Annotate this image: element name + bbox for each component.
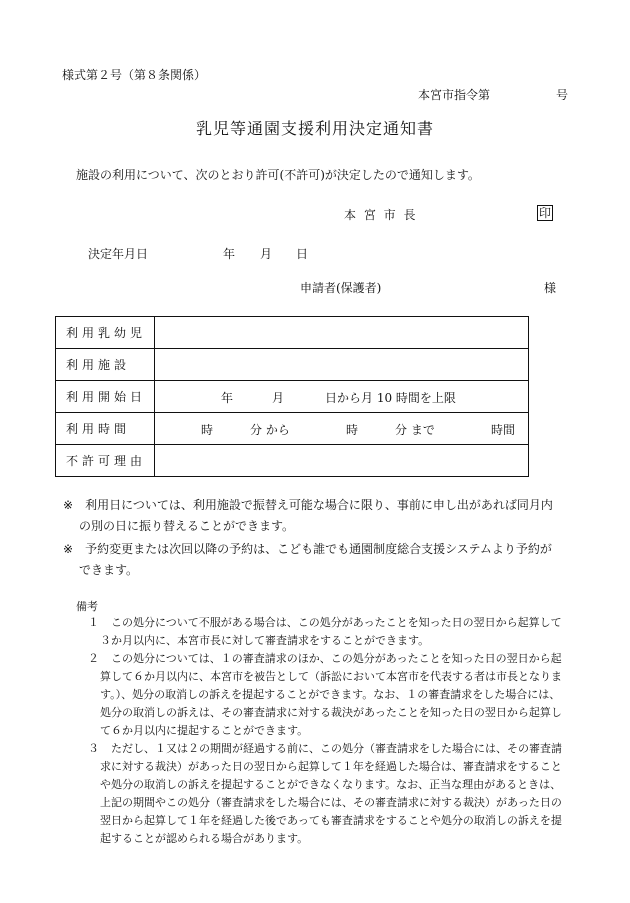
applicant-label: 申請者(保護者): [300, 281, 382, 295]
remarks-heading: 備考: [76, 600, 98, 613]
remark-line: す。）、処分の取消しの訴えを提起することができます。なお、１の審査請求をした場合には、: [100, 688, 561, 701]
remark-line: ３か月以内に、本宮市長に対して審査請求をすることができます。: [100, 634, 430, 647]
seal-mark: 印: [539, 206, 552, 220]
remark-line: 翌日から起算して１年を経過した後であっても審査請求をすることや処分の取消しの訴えを提: [100, 814, 562, 827]
remark-2: [88, 650, 562, 740]
note-mark: ※: [63, 498, 74, 512]
remark-line: この処分について不服がある場合は、この処分があったことを知った日の翌日から起算して: [111, 616, 562, 629]
note-1: [63, 495, 553, 537]
note-1-line-1: 利用日については、利用施設で振替え可能な場合に限り、事前に申し出があれば同月内: [85, 498, 553, 512]
form-number: 様式第２号（第８条関係）: [62, 68, 207, 82]
note-2-line-1: 予約変更または次回以降の予約は、こども誰でも通園制度総合支援システムより予約が: [85, 542, 552, 556]
remark-line: て６か月以内に提起することができます。: [100, 724, 309, 737]
table-row: [56, 317, 529, 349]
applicant-honorific: 様: [544, 281, 557, 295]
time-hours: 時間: [491, 423, 516, 437]
remark-line: 求に対する裁決）があった日の翌日から起算して１年を経過した場合は、審査請求をすること: [100, 760, 562, 773]
remark-line: 起することが認められる場合があります。: [100, 832, 309, 845]
note-mark: ※: [63, 542, 74, 556]
remark-number: ２: [88, 652, 99, 665]
decision-date-label: 決定年月日: [88, 247, 149, 261]
row-label-start-date: 利用開始日: [56, 381, 155, 413]
decision-date-month: 月: [260, 247, 273, 261]
issuer-number-prefix: 本宮市指令第: [418, 88, 491, 102]
time-minute-to: 分 まで: [395, 423, 435, 437]
usage-table: [55, 316, 529, 477]
start-date-value-cell: [155, 381, 529, 413]
facility-value-cell: [155, 349, 529, 381]
start-limit-text: 日から月 10 時間を上限: [325, 391, 456, 405]
decision-date-day: 日: [296, 247, 309, 261]
decision-date-year: 年: [223, 247, 236, 261]
remark-number: ３: [88, 742, 99, 755]
document-title: 乳児等通園支援利用決定通知書: [196, 119, 435, 138]
time-minute-from: 分 から: [250, 423, 290, 437]
remark-line: ただし、１又は２の期間が経過する前に、この処分（審査請求をした場合には、その審査請: [111, 742, 562, 755]
start-year: 年: [221, 391, 234, 405]
remark-line: や処分の取消しの訴えを提起することができなくなります。なお、正当な理由があるときは、: [100, 778, 562, 791]
time-value-cell: [155, 413, 529, 445]
remark-line: 上記の期間やこの処分（審査請求をした場合には、その審査請求に対する裁決）があった日の: [100, 796, 562, 809]
child-value-cell: [155, 317, 529, 349]
remark-number: １: [88, 616, 99, 629]
remark-line: 処分の取消しの訴えは、その審査請求に対する裁決があったことを知った日の翌日から起算し: [100, 706, 562, 719]
reason-value-cell: [155, 445, 529, 477]
table-row: [56, 413, 529, 445]
remark-3: [88, 740, 562, 848]
time-hour-from: 時: [201, 423, 214, 437]
note-2: [63, 539, 552, 581]
row-label-time: 利用時間: [56, 413, 155, 445]
table-row: [56, 381, 529, 413]
remark-1: [88, 614, 562, 650]
table-row: [56, 445, 529, 477]
start-month: 月: [272, 391, 285, 405]
note-2-line-2: できます。: [79, 563, 139, 577]
remark-line: この処分については、１の審査請求のほか、この処分があったことを知った日の翌日から起: [111, 652, 562, 665]
row-label-child: 利用乳幼児: [56, 317, 155, 349]
issuer-number-suffix: 号: [556, 88, 569, 102]
mayor-label: 本 宮 市 長: [344, 208, 418, 222]
table-row: [56, 349, 529, 381]
note-1-line-2: の別の日に振り替えることができます。: [79, 519, 295, 533]
row-label-reason: 不許可理由: [56, 445, 155, 477]
remark-line: 算して６か月以内に、本宮市を被告として（訴訟において本宮市を代表する者は市長となりま: [100, 670, 562, 683]
intro-text: 施設の利用について、次のとおり許可(不許可)が決定したので通知します。: [76, 168, 480, 182]
time-hour-to: 時: [346, 423, 359, 437]
row-label-facility: 利用施設: [56, 349, 155, 381]
